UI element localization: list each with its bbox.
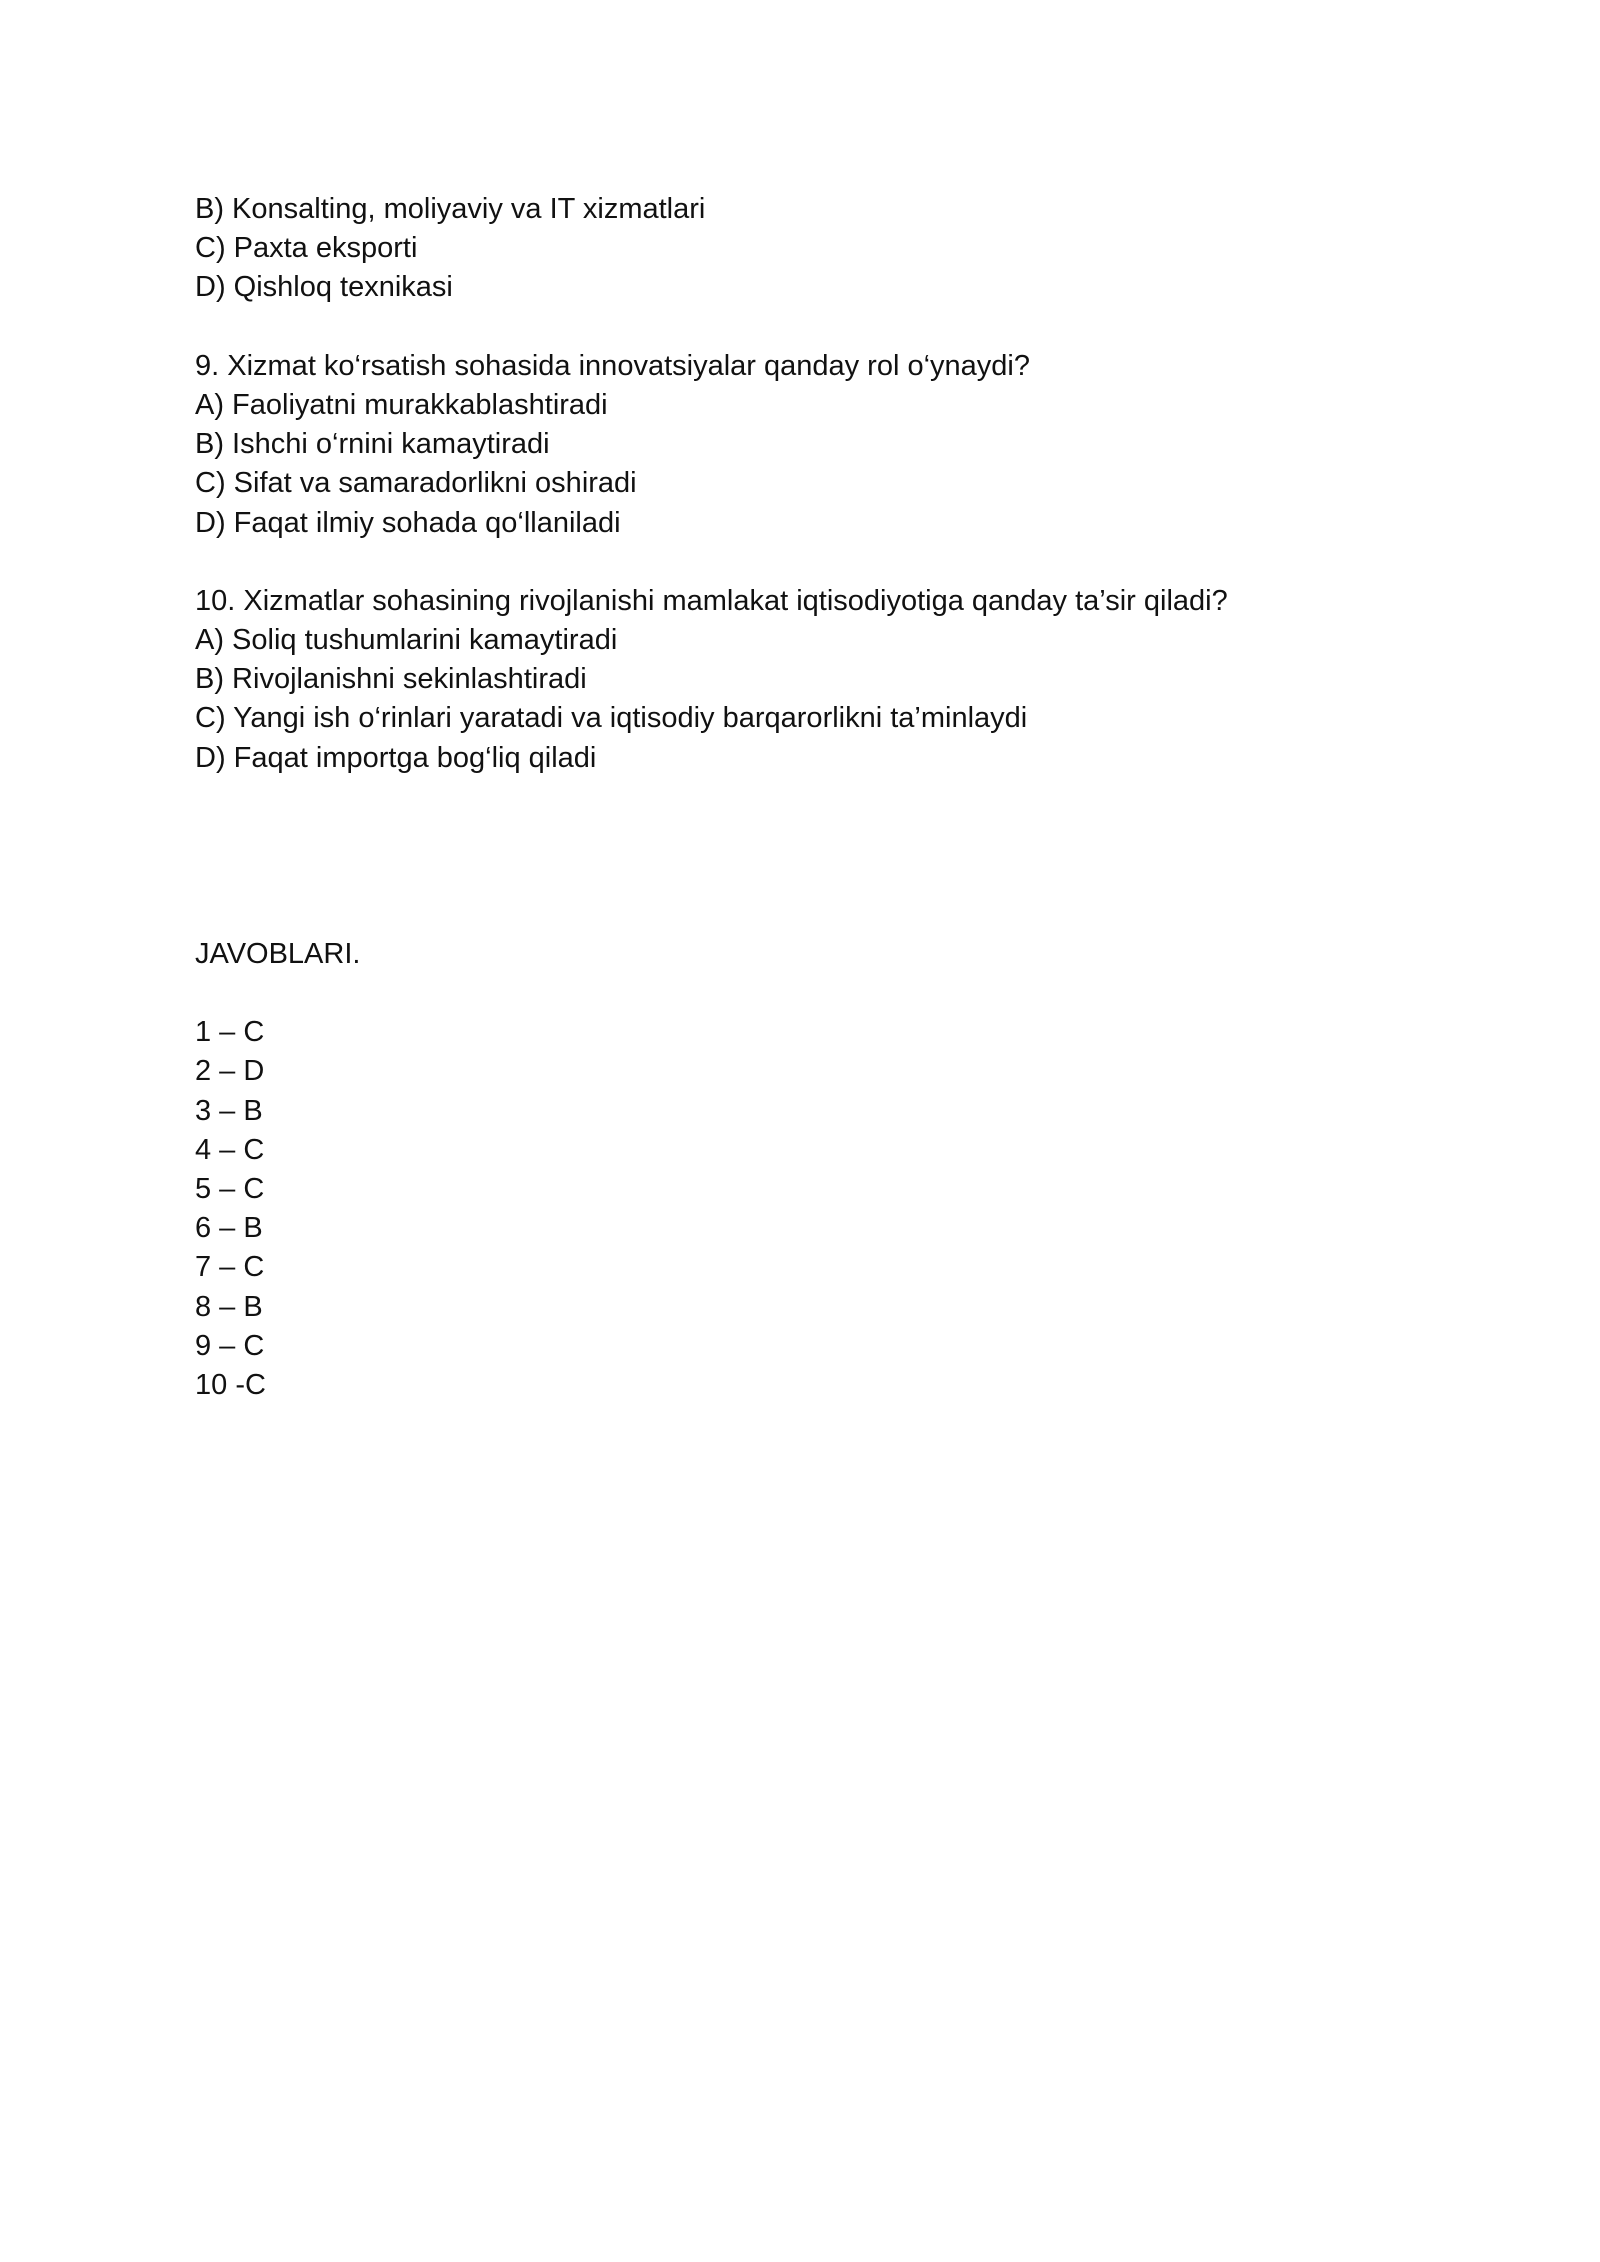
spacer	[195, 778, 1415, 935]
question-text: 10. Xizmatlar sohasining rivojlanishi mamlakat iqtisodiyotiga qanday ta’sir qiladi?	[195, 584, 1228, 617]
answers-list	[195, 1013, 1415, 1405]
answer-item: 1 – C	[195, 1016, 265, 1049]
answer-item: 2 – D	[195, 1055, 265, 1088]
spacer	[195, 308, 1415, 347]
option-line: C) Paxta eksporti	[195, 232, 418, 265]
option-line: A) Soliq tushumlarini kamaytiradi	[195, 624, 618, 657]
spacer	[195, 543, 1415, 582]
option-line: A) Faoliyatni murakkablashtiradi	[195, 388, 608, 421]
answer-item: 8 – B	[195, 1290, 263, 1323]
question-9	[195, 347, 1415, 543]
answer-item: 7 – C	[195, 1251, 265, 1284]
page-content	[195, 190, 1415, 1405]
option-line: D) Qishloq texnikasi	[195, 271, 453, 304]
option-line: C) Yangi ish o‘rinlari yaratadi va iqtisodiy barqarorlikni ta’minlaydi	[195, 702, 1028, 735]
continued-options	[195, 190, 1415, 308]
option-line: B) Ishchi o‘rnini kamaytiradi	[195, 428, 550, 461]
answer-item: 4 – C	[195, 1133, 265, 1166]
option-line: C) Sifat va samaradorlikni oshiradi	[195, 467, 637, 500]
spacer	[195, 974, 1415, 1013]
answers-heading: JAVOBLARI.	[195, 937, 361, 970]
answer-item: 6 – B	[195, 1212, 263, 1245]
option-line: B) Konsalting, moliyaviy va IT xizmatlari	[195, 193, 706, 225]
answer-item: 10 -C	[195, 1368, 266, 1401]
option-line: D) Faqat ilmiy sohada qo‘llaniladi	[195, 506, 621, 539]
question-text: 9. Xizmat ko‘rsatish sohasida innovatsiyalar qanday rol o‘ynaydi?	[195, 349, 1030, 382]
question-10	[195, 582, 1415, 778]
answer-item: 3 – B	[195, 1094, 263, 1127]
answer-item: 5 – C	[195, 1172, 265, 1205]
option-line: B) Rivojlanishni sekinlashtiradi	[195, 663, 587, 696]
answer-item: 9 – C	[195, 1329, 265, 1362]
option-line: D) Faqat importga bog‘liq qiladi	[195, 741, 597, 774]
